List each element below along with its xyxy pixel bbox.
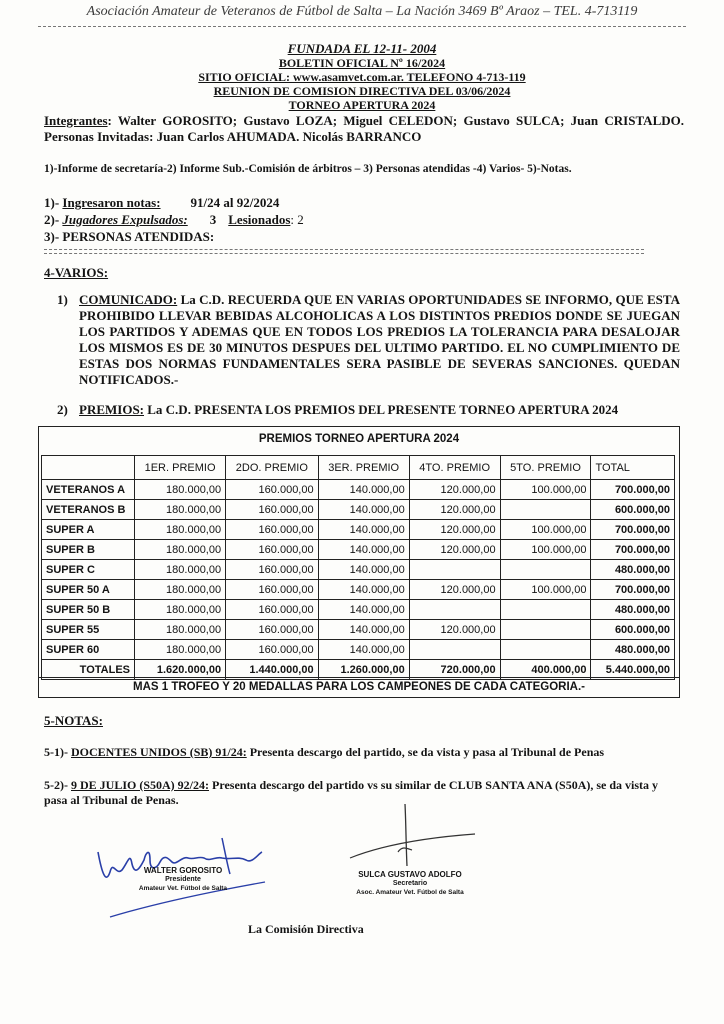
prize-cell: 120.000,00 [409,480,500,500]
row-label: SUPER B [42,540,135,560]
prize-cell: 700.000,00 [591,540,675,560]
president-name: WALTER GOROSITO [143,866,223,875]
prize-cell [500,560,591,580]
comunicado-text: La C.D. RECUERDA QUE EN VARIAS OPORTUNIDADES SE INFORMO, QUE ESTA PROHIBIDO LLEVAR BEBIDAS ALCOHOLICAS A LOS DISTINTOS PREDIOS DONDE SE JUEGAN LOS PARTIDOS Y ADEMAS QUE EN TODOS LOS PREDIOS LA TOLERANCIA PARA DESALOJAR LOS MISMOS ES DE 30 MINUTOS DESPUES DEL ULTIMO PARTIDO. EL NO CUMPLIMIENTO DE ESTAS DOS NORMAS FUNDAMENTALES SERA PASIBLE DE SEVERAS SANCIONES. QUEDAN NOTIFICADOS.- [79,292,680,387]
prize-cell: 140.000,00 [318,520,409,540]
prize-cell: 120.000,00 [409,500,500,520]
prize-cell: 160.000,00 [226,580,319,600]
secretary-signature [340,800,500,880]
header-cell: 2DO. PREMIO [226,456,319,480]
prize-cell: 700.000,00 [591,520,675,540]
tournament-line: TORNEO APERTURA 2024 [288,98,436,112]
prize-cell: 1.440.000,00 [226,660,319,680]
row-label: SUPER C [42,560,135,580]
table-row [42,480,675,500]
item1-label: Ingresaron notas: [62,195,161,210]
letterhead: Asociación Amateur de Veteranos de Fútbol de Salta – La Nación 3469 Bº Araoz – TEL. 4-713119 [86,4,638,19]
header-divider [38,26,686,27]
prize-cell: 180.000,00 [135,640,226,660]
prize-cell: 160.000,00 [226,500,319,520]
prize-cell: 180.000,00 [135,540,226,560]
prize-cell [500,640,591,660]
bulletin-number: BOLETIN OFICIAL Nº 16/2024 [278,56,446,70]
prize-cell [409,600,500,620]
varios-2-number: 2) [57,402,68,417]
divider-1 [44,249,644,250]
secretary-org: Asoc. Amateur Vet. Fútbol de Salta [356,889,464,896]
row-label: VETERANOS A [42,480,135,500]
prize-cell: 720.000,00 [409,660,500,680]
note-2-label: 9 DE JULIO (S50A) 92/24: [71,778,210,792]
prize-cell: 160.000,00 [226,600,319,620]
varios-title: 4-VARIOS: [44,265,109,280]
table-row [42,500,675,520]
secretary-role: Secretario [392,880,428,887]
prize-cell: 140.000,00 [318,640,409,660]
item1-value: 91/24 al 92/2024 [190,195,280,210]
prize-cell: 120.000,00 [409,580,500,600]
prize-cell: 600.000,00 [591,500,675,520]
note-1-prefix: 5-1)- [44,745,71,759]
table-row [42,620,675,640]
prize-cell: 600.000,00 [591,620,675,640]
row-label: SUPER 55 [42,620,135,640]
prize-cell: 160.000,00 [226,560,319,580]
divider-2 [44,253,644,254]
item2-label: Jugadores Expulsados: [62,212,188,227]
prize-table-footer: MAS 1 TROFEO Y 20 MEDALLAS PARA LOS CAMPEONES DE CADA CATEGORIA.- [39,677,679,697]
prize-cell: 180.000,00 [135,600,226,620]
president-block [128,866,238,893]
prize-cell: 1.620.000,00 [135,660,226,680]
president-org: Amateur Vet. Fútbol de Salta [138,885,228,892]
prize-cell: 140.000,00 [318,600,409,620]
prize-cell: 700.000,00 [591,580,675,600]
prize-table-box [38,426,680,698]
president-role: Presidente [165,876,201,883]
prize-cell: 160.000,00 [226,480,319,500]
prize-cell: 1.260.000,00 [318,660,409,680]
prize-cell: 180.000,00 [135,520,226,540]
prize-cell: 480.000,00 [591,560,675,580]
prize-cell: 700.000,00 [591,480,675,500]
members-text: : Walter GOROSITO; Gustavo LOZA; Miguel CELEDON; Gustavo SULCA; Juan CRISTALDO. Personas Invitadas: Juan Carlos AHUMADA. Nicolás BARRANCO [44,113,684,144]
table-row [42,640,675,660]
note-2-prefix: 5-2)- [44,778,71,792]
table-row [42,580,675,600]
prize-cell: 120.000,00 [409,520,500,540]
header-cell: 4TO. PREMIO [409,456,500,480]
official-site: SITIO OFICIAL: www.asamvet.com.ar. TELEFONO 4-713-119 [198,70,526,84]
prize-cell: 100.000,00 [500,580,591,600]
secretary-name: SULCA GUSTAVO ADOLFO [358,870,462,879]
prize-cell [500,500,591,520]
prize-table-title: PREMIOS TORNEO APERTURA 2024 [258,433,460,445]
row-label: SUPER 50 B [42,600,135,620]
prize-cell: 100.000,00 [500,540,591,560]
item1-prefix: 1)- [44,195,63,210]
prize-cell: 160.000,00 [226,520,319,540]
prize-cell: 480.000,00 [591,640,675,660]
prize-cell: 180.000,00 [135,500,226,520]
item-expelled [44,212,304,228]
prize-cell: 120.000,00 [409,620,500,640]
item2-label2: Lesionados [228,212,291,227]
note-2-text: Presenta descargo del partido vs su similar de CLUB SANTA ANA (S50A), se da vista y pasa al Tribunal de Penas. [44,778,659,807]
prize-cell: 100.000,00 [500,480,591,500]
prize-cell [409,560,500,580]
row-label: SUPER 50 A [42,580,135,600]
table-row [42,540,675,560]
founded-line: FUNDADA EL 12-11- 2004 [287,41,437,56]
prize-table [41,455,675,680]
comunicado-label: COMUNICADO: [79,292,178,307]
agenda-line: 1)-Informe de secretaría-2) Informe Sub.-Comisión de árbitros – 3) Personas atendidas -4) Varios- 5)-Notas. [44,163,572,175]
item2-value: 3 [209,212,217,227]
meeting-line: REUNION DE COMISION DIRECTIVA DEL 03/06/2024 [213,84,511,98]
row-label: SUPER A [42,520,135,540]
prize-cell: 160.000,00 [226,640,319,660]
note-1 [44,745,684,760]
item2-value2: : 2 [290,212,304,227]
header-cell [42,456,135,480]
prize-cell: 120.000,00 [409,540,500,560]
prize-cell: 5.440.000,00 [591,660,675,680]
prize-cell: 140.000,00 [318,560,409,580]
prize-cell: 180.000,00 [135,620,226,640]
prize-cell [500,620,591,640]
row-label: TOTALES [42,660,135,680]
header-cell: 1ER. PREMIO [135,456,226,480]
premios-label: PREMIOS: [79,402,144,417]
prize-cell: 180.000,00 [135,480,226,500]
members-label: Integrantes [44,113,108,128]
prize-cell: 140.000,00 [318,540,409,560]
note-1-label: DOCENTES UNIDOS (SB) 91/24: [71,745,247,759]
row-label: VETERANOS B [42,500,135,520]
prize-cell: 400.000,00 [500,660,591,680]
secretary-block [340,870,480,897]
prize-cell: 140.000,00 [318,500,409,520]
varios-1-paragraph [79,292,680,388]
members-paragraph [44,113,684,145]
table-row [42,560,675,580]
item-attended: 3)- PERSONAS ATENDIDAS: [44,229,215,244]
premios-text: La C.D. PRESENTA LOS PREMIOS DEL PRESENTE TORNEO APERTURA 2024 [144,402,619,417]
prize-cell: 140.000,00 [318,620,409,640]
item-notes [44,195,279,211]
table-row [42,520,675,540]
prize-cell: 180.000,00 [135,560,226,580]
prize-cell: 180.000,00 [135,580,226,600]
item2-prefix: 2)- [44,212,63,227]
notas-title: 5-NOTAS: [44,713,103,728]
prize-cell: 140.000,00 [318,480,409,500]
varios-1-number: 1) [57,292,68,307]
prize-cell: 160.000,00 [226,540,319,560]
prize-cell [409,640,500,660]
prize-cell: 480.000,00 [591,600,675,620]
prize-cell: 160.000,00 [226,620,319,640]
prize-cell: 140.000,00 [318,580,409,600]
closing-line: La Comisión Directiva [248,922,364,936]
note-1-text: Presenta descargo del partido, se da vista y pasa al Tribunal de Penas [246,745,605,759]
prize-cell: 100.000,00 [500,520,591,540]
row-label: SUPER 60 [42,640,135,660]
header-cell: 3ER. PREMIO [318,456,409,480]
table-row [42,600,675,620]
prize-cell [500,600,591,620]
varios-2-paragraph [79,402,680,418]
prize-table-header [42,456,675,480]
header-cell: TOTAL [591,456,675,480]
header-cell: 5TO. PREMIO [500,456,591,480]
